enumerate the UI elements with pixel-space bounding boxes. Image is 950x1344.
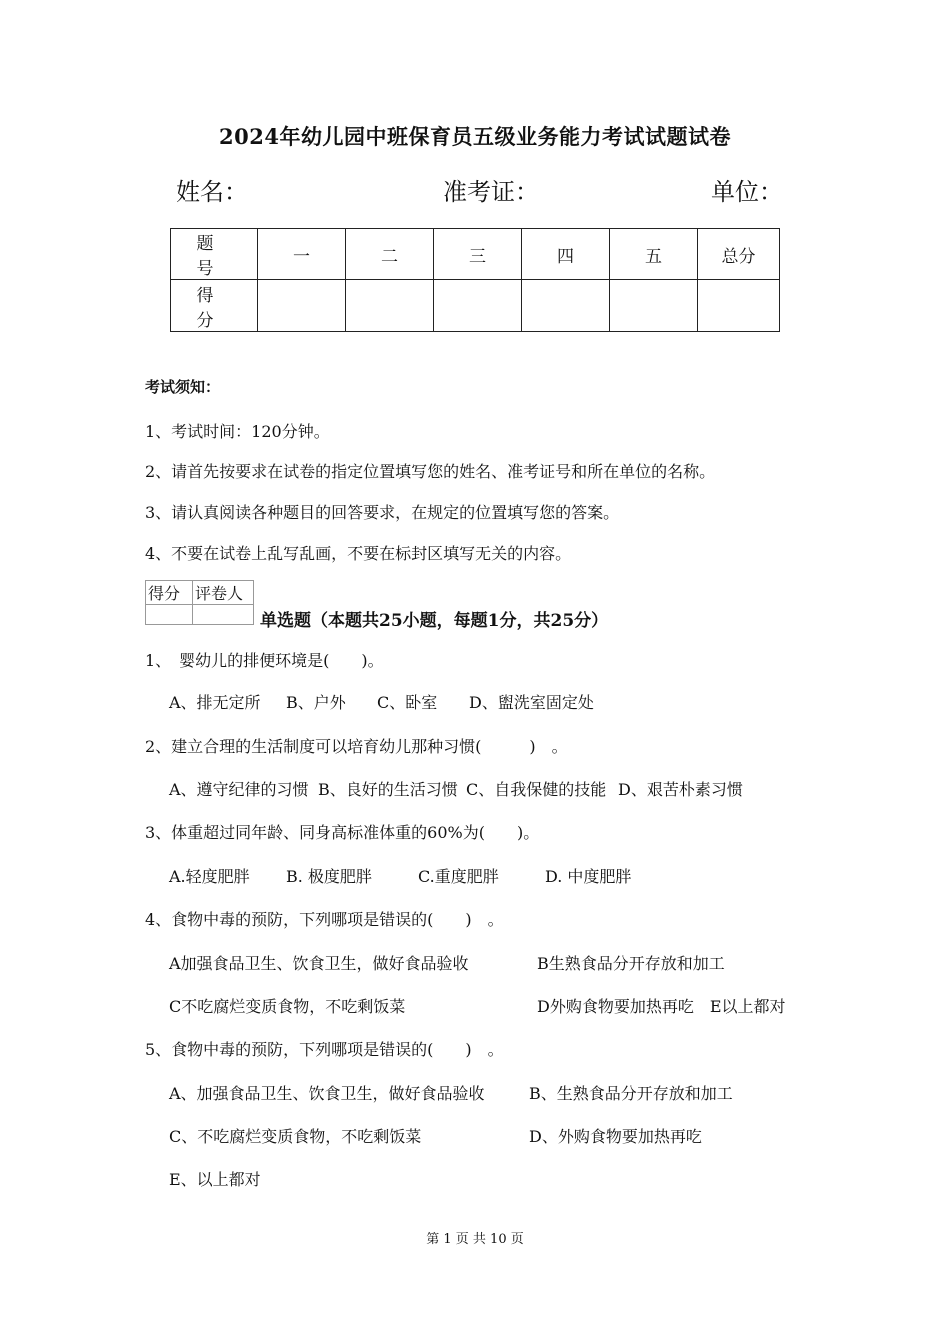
option-b: B生熟食品分开存放和加工: [537, 954, 725, 973]
option-d: D、盥洗室固定处: [469, 693, 594, 712]
score-table: [170, 228, 780, 332]
notice-item: 1、考试时间：120分钟。: [145, 422, 330, 441]
score-header-1: 一: [258, 229, 346, 280]
question-stem: 1、 婴幼儿的排便环境是( )。: [145, 651, 384, 670]
option-c: C、自我保健的技能: [466, 780, 607, 799]
grader-score-cell[interactable]: [146, 605, 193, 625]
option-c: C、卧室: [377, 693, 438, 712]
score-cell-3[interactable]: [434, 280, 522, 332]
option-d: D、外购食物要加热再吃: [529, 1127, 702, 1146]
option-b: B、户外: [286, 693, 346, 712]
unit-label: 单位：: [711, 178, 783, 206]
option-a: A加强食品卫生、饮食卫生，做好食品验收: [169, 954, 469, 973]
question-stem: 2、建立合理的生活制度可以培育幼儿那种习惯( ) 。: [145, 737, 568, 756]
score-cell-total[interactable]: [698, 280, 780, 332]
score-cell-4[interactable]: [522, 280, 610, 332]
page-number: 第 1 页 共 10 页: [426, 1232, 524, 1247]
grader-reviewer-label: 评卷人: [193, 581, 254, 605]
grader-box: [145, 580, 254, 625]
notice-item: 3、请认真阅读各种题目的回答要求，在规定的位置填写您的答案。: [145, 503, 620, 522]
score-header-total: 总分: [698, 229, 780, 280]
name-label: 姓名：: [176, 178, 248, 206]
score-table-score-row: [171, 280, 780, 332]
score-header-5: 五: [610, 229, 698, 280]
score-header-3: 三: [434, 229, 522, 280]
option-d: D外购食物要加热再吃 E以上都对: [537, 997, 786, 1016]
option-a: A、加强食品卫生、饮食卫生，做好食品验收: [169, 1084, 485, 1103]
exam-id-label: 准考证：: [443, 178, 539, 206]
option-b: B. 极度肥胖: [286, 867, 372, 886]
score-header-2: 二: [346, 229, 434, 280]
section-title: 单选题（本题共25小题，每题1分，共25分）: [260, 611, 609, 631]
score-cell-5[interactable]: [610, 280, 698, 332]
notice-item: 4、不要在试卷上乱写乱画，不要在标封区填写无关的内容。: [145, 544, 572, 563]
option-c: C不吃腐烂变质食物，不吃剩饭菜: [169, 997, 406, 1016]
option-a: A、排无定所: [169, 693, 261, 712]
score-header-label: 题 号: [171, 229, 258, 280]
option-b: B、良好的生活习惯: [318, 780, 458, 799]
question-stem: 4、食物中毒的预防，下列哪项是错误的( ) 。: [145, 910, 504, 929]
score-header-4: 四: [522, 229, 610, 280]
page-title: 2024年幼儿园中班保育员五级业务能力考试试题试卷: [219, 124, 731, 149]
option-e: E、以上都对: [169, 1170, 261, 1189]
score-cell-1[interactable]: [258, 280, 346, 332]
grader-score-label: 得分: [146, 581, 193, 605]
score-table-header-row: [171, 229, 780, 280]
notice-item: 2、请首先按要求在试卷的指定位置填写您的姓名、准考证号和所在单位的名称。: [145, 462, 716, 481]
notice-title: 考试须知：: [145, 378, 221, 396]
option-b: B、生熟食品分开存放和加工: [529, 1084, 733, 1103]
grader-reviewer-cell[interactable]: [193, 605, 254, 625]
option-d: D、艰苦朴素习惯: [618, 780, 743, 799]
option-d: D. 中度肥胖: [545, 867, 632, 886]
question-stem: 5、食物中毒的预防，下列哪项是错误的( ) 。: [145, 1040, 504, 1059]
option-c: C、不吃腐烂变质食物，不吃剩饭菜: [169, 1127, 422, 1146]
option-a: A、遵守纪律的习惯: [169, 780, 309, 799]
option-c: C.重度肥胖: [418, 867, 499, 886]
score-row-label: 得 分: [171, 280, 258, 332]
question-stem: 3、体重超过同年龄、同身高标准体重的60%为( )。: [145, 823, 540, 842]
option-a: A.轻度肥胖: [169, 867, 250, 886]
score-cell-2[interactable]: [346, 280, 434, 332]
